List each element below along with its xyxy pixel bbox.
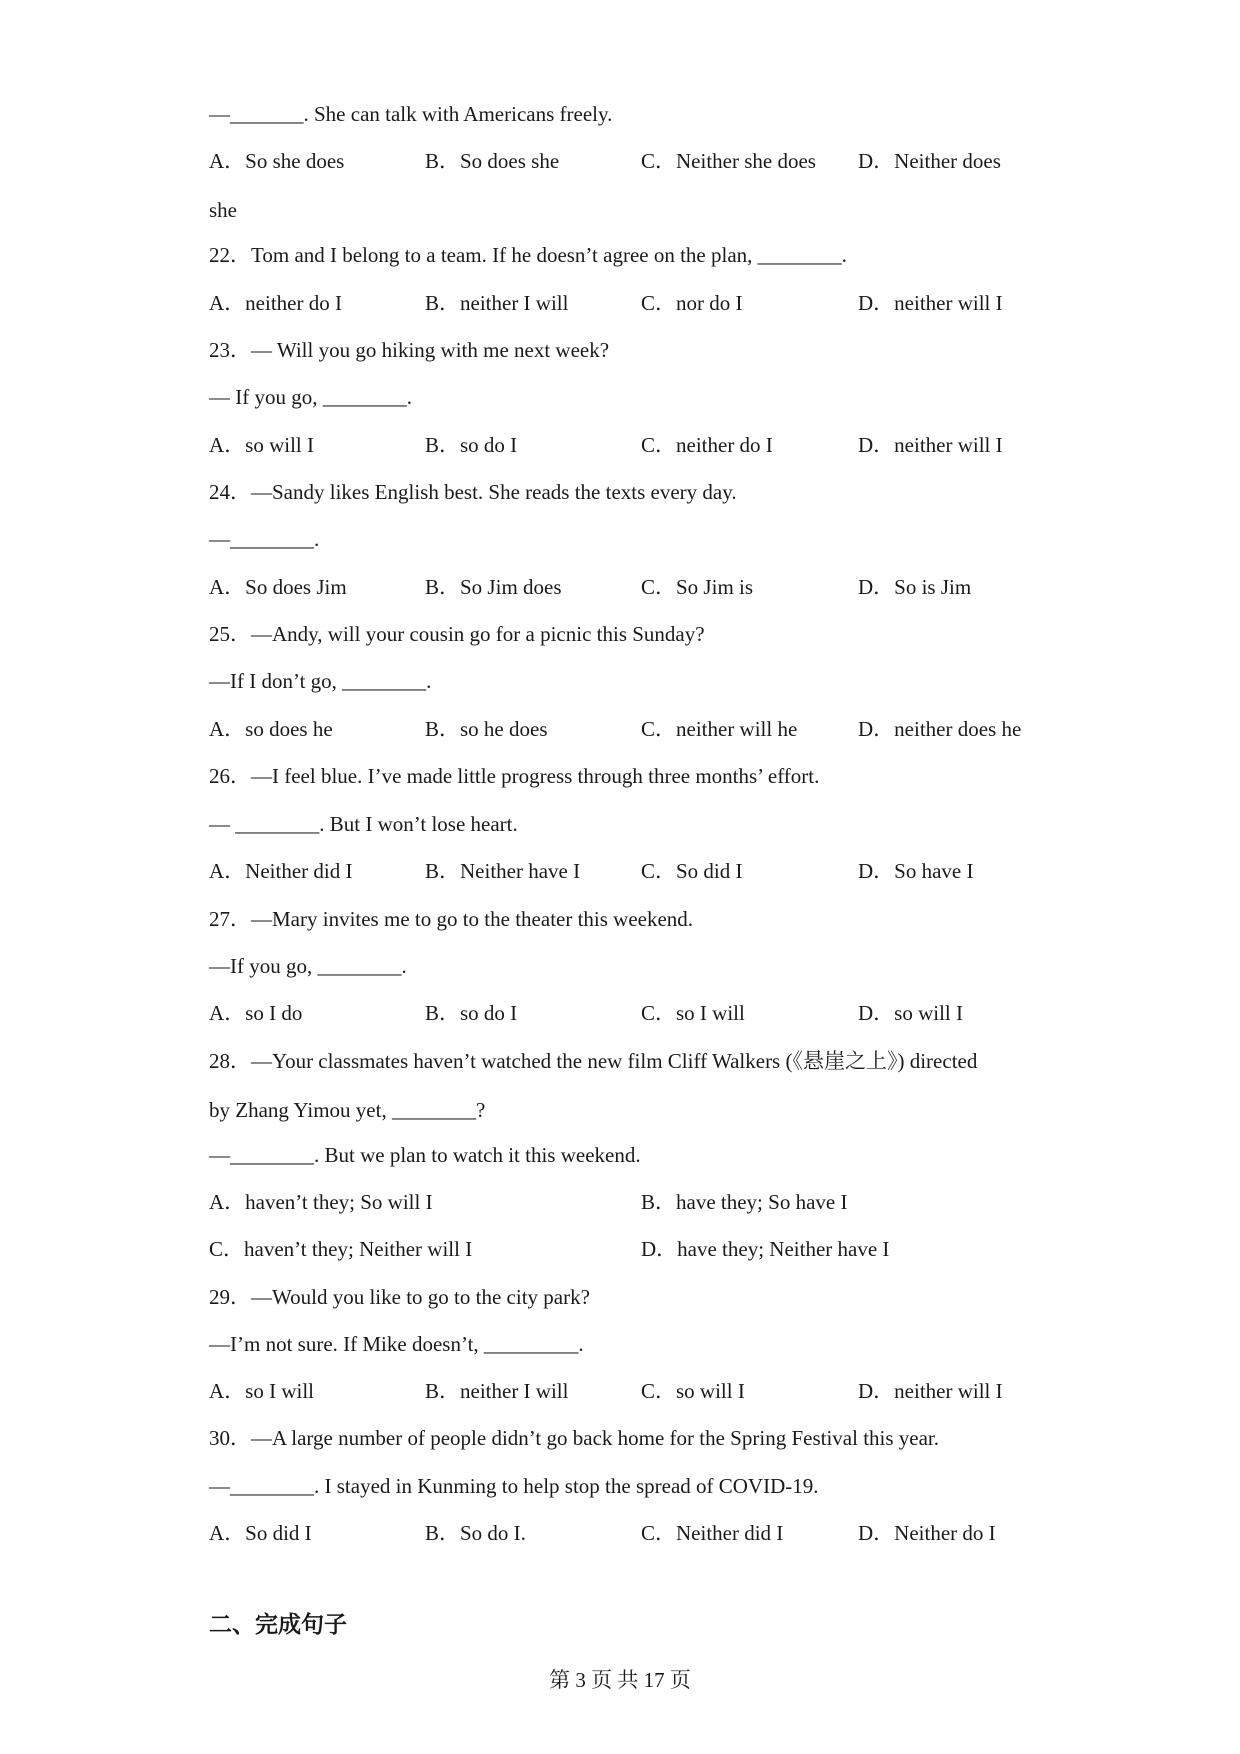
q28-option-c: C．haven’t they; Neither will I — [209, 1237, 473, 1261]
q23-option-a: A．so will I — [209, 433, 314, 457]
q21-option-d: D．Neither does — [858, 149, 1001, 173]
q21-option-c: C．Neither she does — [641, 149, 816, 173]
q22-option-d: D．neither will I — [858, 291, 1003, 315]
q26-option-b: B．Neither have I — [425, 859, 581, 883]
q27-reply: —If you go, ________. — [209, 954, 407, 978]
q25-option-a: A．so does he — [209, 717, 333, 741]
q24-option-b: B．So Jim does — [425, 575, 562, 599]
q29-reply: —I’m not sure. If Mike doesn’t, _________. — [209, 1332, 584, 1356]
q28-option-a: A．haven’t they; So will I — [209, 1190, 433, 1214]
q22-stem: 22．Tom and I belong to a team. If he doesn’t agree on the plan, ________. — [209, 243, 847, 267]
q25-option-d: D．neither does he — [858, 717, 1022, 741]
q29-option-b: B．neither I will — [425, 1379, 569, 1403]
q22-option-b: B．neither I will — [425, 291, 569, 315]
q22-option-a: A．neither do I — [209, 291, 342, 315]
q26-option-d: D．So have I — [858, 859, 974, 883]
q30-option-d: D．Neither do I — [858, 1521, 996, 1545]
q26-stem: 26．—I feel blue. I’ve made little progress through three months’ effort. — [209, 764, 820, 788]
q30-option-a: A．So did I — [209, 1521, 312, 1545]
q26-option-c: C．So did I — [641, 859, 743, 883]
q24-option-c: C．So Jim is — [641, 575, 754, 599]
q24-option-d: D．So is Jim — [858, 575, 972, 599]
q29-option-a: A．so I will — [209, 1379, 314, 1403]
q21-option-b: B．So does she — [425, 149, 560, 173]
q30-reply: —________. I stayed in Kunming to help stop the spread of COVID-19. — [209, 1474, 819, 1498]
q30-stem: 30．—A large number of people didn’t go back home for the Spring Festival this year. — [209, 1426, 940, 1450]
q25-option-c: C．neither will he — [641, 717, 798, 741]
q28-option-d: D．have they; Neither have I — [641, 1237, 890, 1261]
q27-stem: 27．—Mary invites me to go to the theater this weekend. — [209, 907, 694, 931]
q23-option-d: D．neither will I — [858, 433, 1003, 457]
q23-option-b: B．so do I — [425, 433, 518, 457]
q24-reply: —________. — [209, 527, 320, 551]
q24-option-a: A．So does Jim — [209, 575, 347, 599]
q29-option-d: D．neither will I — [858, 1379, 1003, 1403]
q25-stem: 25．—Andy, will your cousin go for a picnic this Sunday? — [209, 622, 705, 646]
q27-option-b: B．so do I — [425, 1001, 518, 1025]
page-number: 第 3 页 共 17 页 — [549, 1668, 691, 1692]
q23-option-c: C．neither do I — [641, 433, 773, 457]
q28-stem-continued: by Zhang Yimou yet, ________? — [209, 1098, 486, 1122]
q26-reply: — ________. But I won’t lose heart. — [209, 812, 518, 836]
q28-option-b: B．have they; So have I — [641, 1190, 848, 1214]
q28-stem: 28．—Your classmates haven’t watched the new film Cliff Walkers (《悬崖之上》) directed — [209, 1049, 978, 1073]
q29-stem: 29．—Would you like to go to the city park? — [209, 1285, 590, 1309]
q29-option-c: C．so will I — [641, 1379, 745, 1403]
q21-option-a: A．So she does — [209, 149, 345, 173]
q25-option-b: B．so he does — [425, 717, 548, 741]
q23-stem: 23．— Will you go hiking with me next week? — [209, 338, 610, 362]
q25-reply: —If I don’t go, ________. — [209, 669, 432, 693]
q28-reply: —________. But we plan to watch it this weekend. — [209, 1143, 641, 1167]
q27-option-d: D．so will I — [858, 1001, 963, 1025]
q23-reply: — If you go, ________. — [209, 385, 412, 409]
q26-option-a: A．Neither did I — [209, 859, 353, 883]
q22-option-c: C．nor do I — [641, 291, 743, 315]
section-title: 二、完成句子 — [209, 1612, 347, 1638]
q27-option-c: C．so I will — [641, 1001, 745, 1025]
q30-option-c: C．Neither did I — [641, 1521, 784, 1545]
q30-option-b: B．So do I. — [425, 1521, 526, 1545]
q21-reply: —_______. She can talk with Americans freely. — [209, 102, 613, 126]
q24-stem: 24．—Sandy likes English best. She reads the texts every day. — [209, 480, 737, 504]
q21-option-d-wrap: she — [209, 198, 237, 222]
q27-option-a: A．so I do — [209, 1001, 303, 1025]
